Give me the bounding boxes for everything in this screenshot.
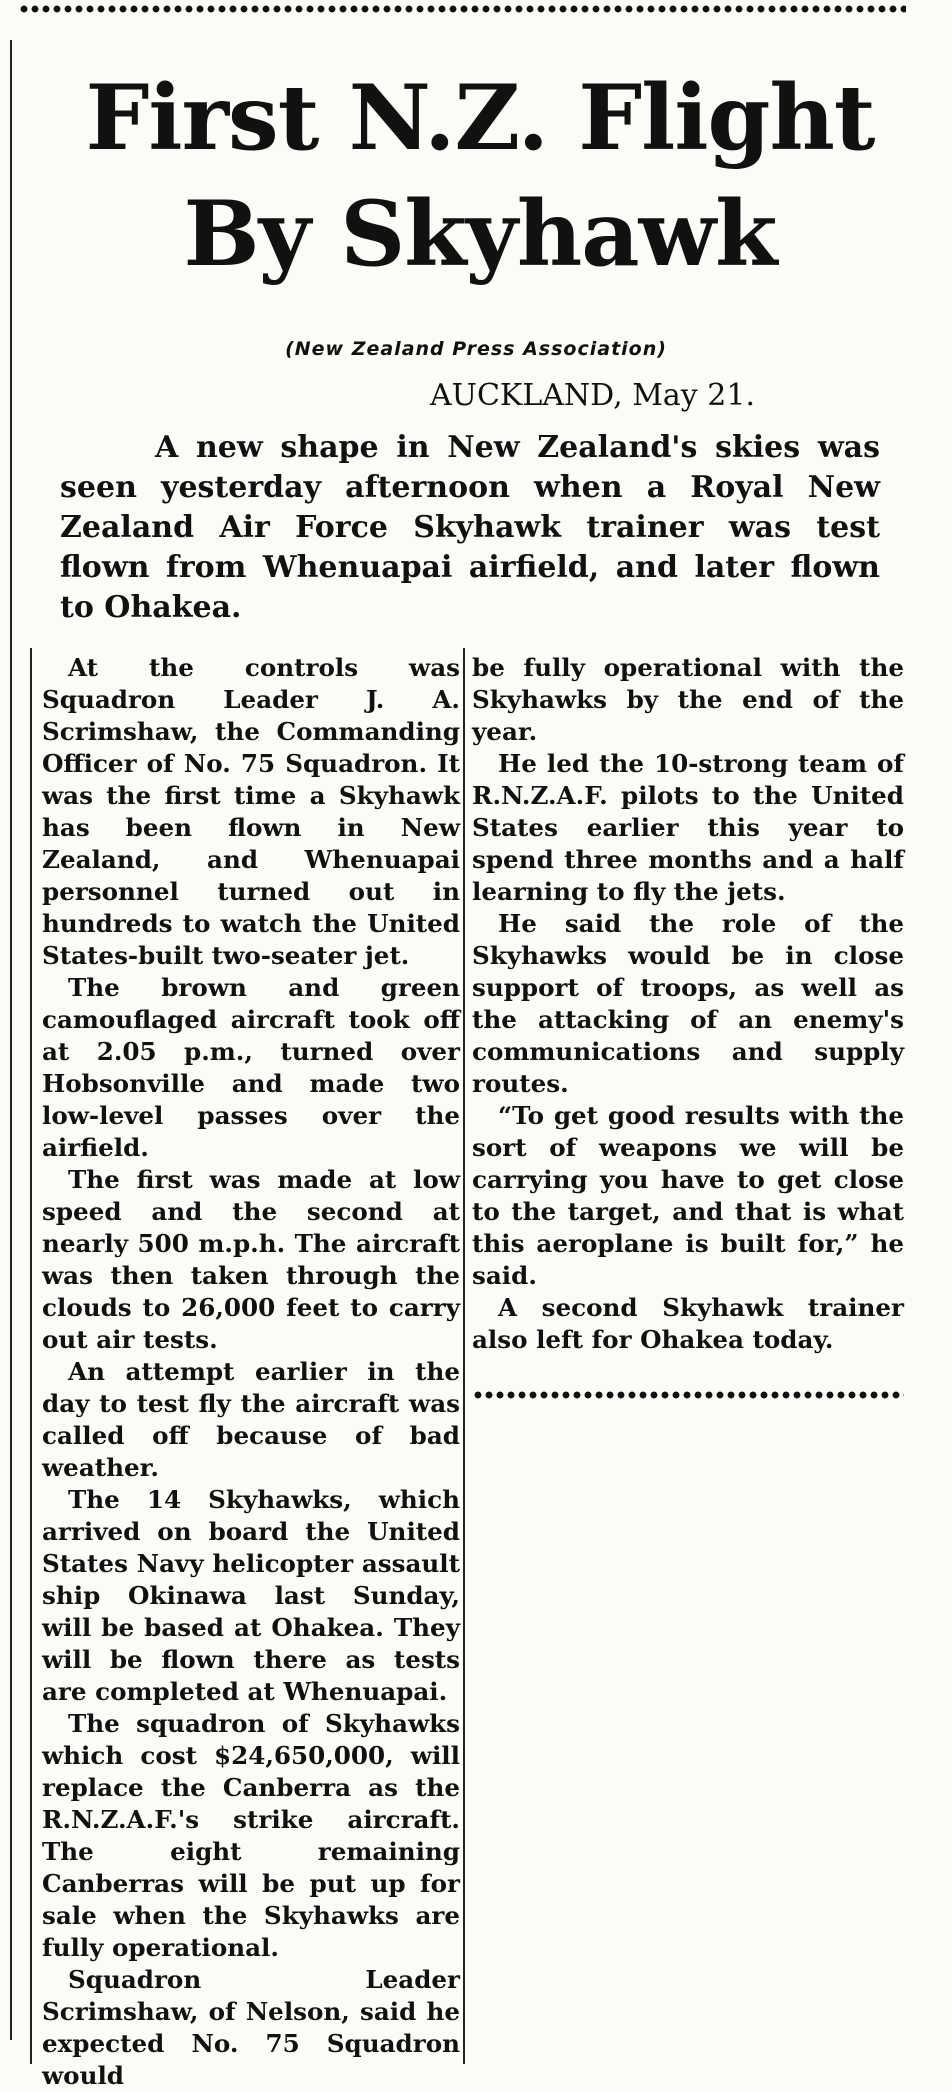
paragraph: Squadron Leader Scrimshaw, of Nelson, said he expected No. 75 Squadron would (42, 1965, 460, 2090)
paragraph: An attempt earlier in the day to test fly the aircraft was called off because of bad weather. (42, 1357, 460, 1482)
paragraph: He said the role of the Skyhawks would be in close support of troops, as well as the attacking of an enemy's communications and supply routes. (472, 909, 904, 1098)
paragraph: He led the 10-strong team of R.N.Z.A.F. pilots to the United States earlier this year to spend three months and a half learning to fly the jets. (472, 749, 904, 906)
column-rule-left (30, 648, 32, 2064)
headline-line-2: By Skyhawk (183, 181, 777, 287)
paragraph: “To get good results with the sort of weapons we will be carrying you have to get close to the target, and that is what this aeroplane is built for,” he said. (472, 1101, 904, 1290)
press-credit: (New Zealand Press Association) (285, 338, 667, 360)
body-column-2 (472, 652, 904, 1356)
body-column-1 (42, 652, 460, 2092)
lede-paragraph: A new shape in New Zealand's skies was seen yesterday afternoon when a Royal New Zealand Air Force Skyhawk trainer was test flown from Whenuapai airfield, and later flown to Ohakea. (60, 430, 880, 625)
paragraph: The first was made at low speed and the second at nearly 500 m.p.h. The aircraft was then taken through the clouds to 26,000 feet to carry out air tests. (42, 1165, 460, 1354)
paragraph: At the controls was Squadron Leader J. A. Scrimshaw, the Commanding Officer of No. 75 Squadron. It was the first time a Skyhawk has been flown in New Zealand, and Whenuapai personnel turned out in hundreds to watch the United States-built two-seater jet. (42, 653, 460, 970)
end-rule (472, 1390, 904, 1400)
paragraph: The 14 Skyhawks, which arrived on board the United States Navy helicopter assault ship Okinawa last Sunday, will be based at Ohakea. They will be flown there as tests are completed at Whenuapai. (42, 1485, 460, 1706)
column-rule-middle (463, 648, 465, 2064)
paragraph: be fully operational with the Skyhawks by the end of the year. (472, 653, 904, 746)
headline-line-1: First N.Z. Flight (85, 65, 875, 171)
top-rule (18, 4, 906, 14)
paragraph: The squadron of Skyhawks which cost $24,650,000, will replace the Canberra as the R.N.Z.A.F.'s strike aircraft. The eight remaining Canberras will be put up for sale when the Skyhawks are fully operational. (42, 1709, 460, 1962)
paragraph: A second Skyhawk trainer also left for Ohakea today. (472, 1293, 904, 1354)
dateline: AUCKLAND, May 21. (430, 378, 756, 413)
paragraph: The brown and green camouflaged aircraft took off at 2.05 p.m., turned over Hobsonville and made two low-level passes over the airfield. (42, 973, 460, 1162)
